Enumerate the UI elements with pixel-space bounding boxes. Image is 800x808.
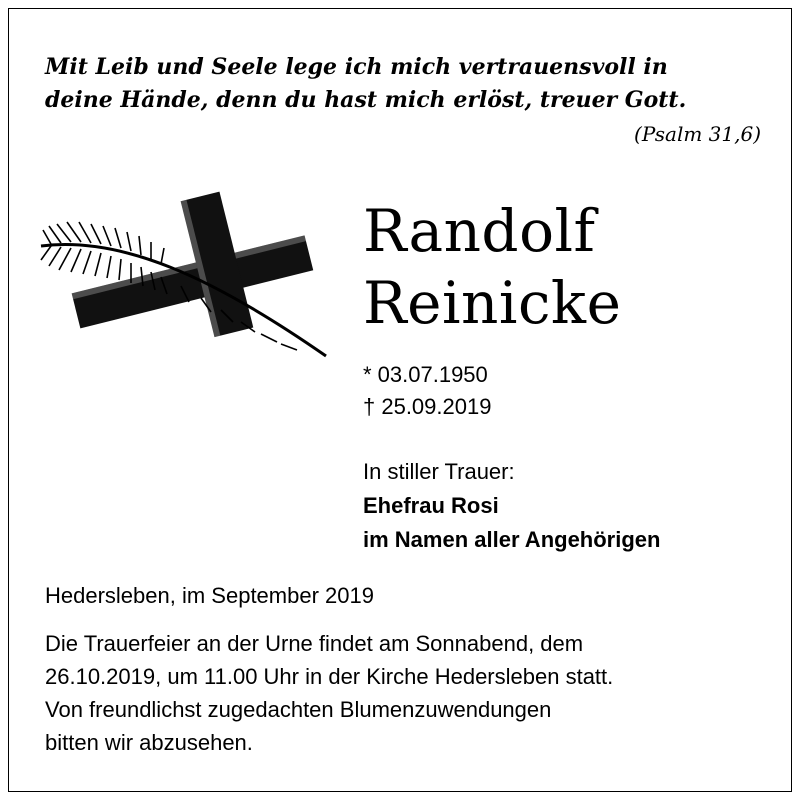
mourners-block	[363, 455, 660, 557]
notice-line-1: Die Trauerfeier an der Urne findet am Sonnabend, dem	[45, 631, 584, 656]
cross-with-palm-frond-icon	[31, 186, 341, 366]
funeral-notice	[45, 627, 775, 759]
birth-date: * 03.07.1950	[363, 362, 488, 387]
verse-line-1: Mit Leib und Seele lege ich mich vertrauensvoll in	[45, 54, 668, 80]
verse-line-2: deine Hände, denn du hast mich erlöst, treuer Gott.	[45, 87, 687, 113]
obituary-card	[8, 8, 792, 792]
place-and-date: Hedersleben, im September 2019	[45, 583, 374, 608]
life-dates	[363, 359, 491, 423]
mourner-spouse: Ehefrau Rosi	[363, 493, 499, 518]
bible-verse	[45, 51, 755, 117]
mourners-intro: In stiller Trauer:	[363, 459, 515, 484]
mourner-relatives: im Namen aller Angehörigen	[363, 527, 661, 552]
notice-line-3: Von freundlichst zugedachten Blumenzuwendungen	[45, 697, 552, 722]
death-date: † 25.09.2019	[363, 394, 492, 419]
notice-line-2: 26.10.2019, um 11.00 Uhr in der Kirche Hedersleben statt.	[45, 664, 614, 689]
first-name: Randolf	[363, 197, 596, 265]
verse-reference: (Psalm 31,6)	[634, 122, 761, 146]
last-name: Reinicke	[363, 269, 622, 337]
deceased-name	[363, 195, 621, 339]
notice-line-4: bitten wir abzusehen.	[45, 730, 253, 755]
